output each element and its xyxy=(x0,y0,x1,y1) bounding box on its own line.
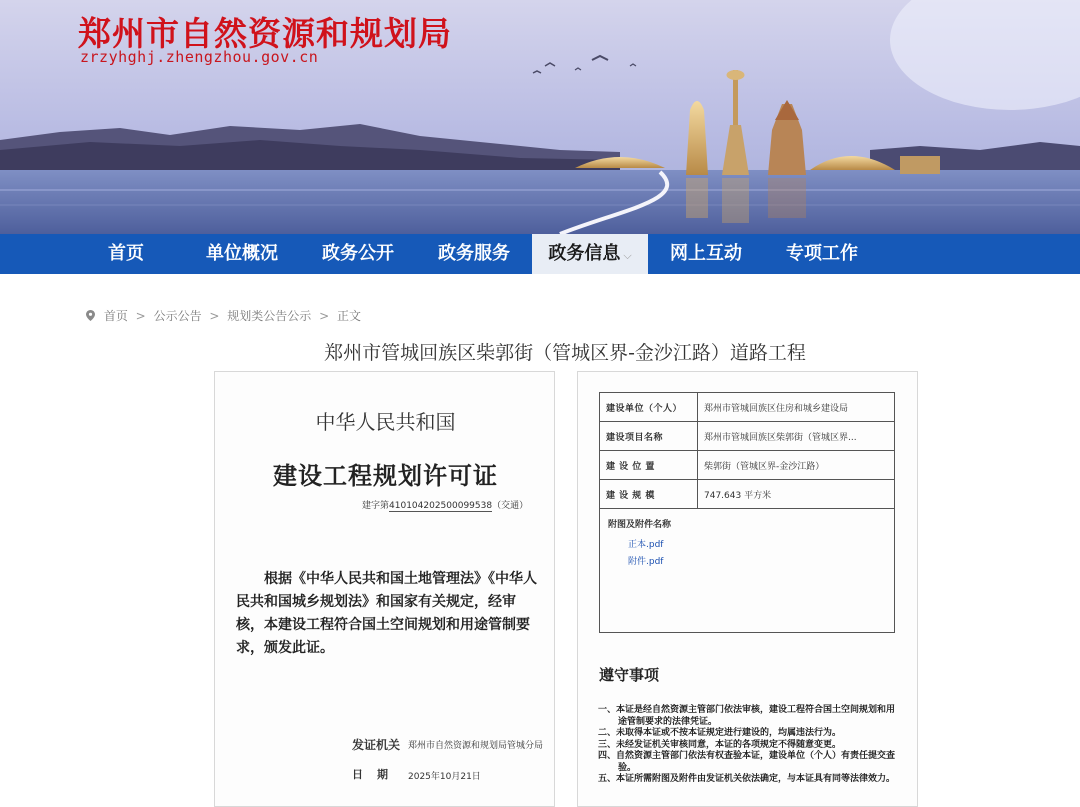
permit-details-image[interactable] xyxy=(577,371,918,807)
breadcrumb xyxy=(86,307,361,324)
site-url: zrzyhghj.zhengzhou.gov.cn xyxy=(80,48,319,66)
row-label: 建 设 规 模 xyxy=(600,480,698,509)
nav-item-home[interactable]: 首页 xyxy=(108,243,144,264)
nav-item-interaction[interactable]: 网上互动 xyxy=(670,243,742,264)
list-item: 二、未取得本证或不按本证规定进行建设的，均属违法行为。 xyxy=(598,728,842,738)
permit-body: 根据《中华人民共和国土地管理法》《中华人民共和国城乡规划法》和国家有关规定，经审核，本建设工程符合国土空间规划和用途管制要求，颁发此证。 xyxy=(236,571,537,656)
breadcrumb-current: 正文 xyxy=(337,309,362,323)
permit-cover-image[interactable] xyxy=(214,371,555,807)
compliance-title: 遵守事项 xyxy=(599,666,660,684)
chevron-down-icon: ⌵ xyxy=(623,249,632,262)
row-label: 建设单位（个人） xyxy=(600,393,698,422)
attachments-title: 附图及附件名称 xyxy=(608,520,672,530)
table-row xyxy=(600,480,895,509)
permit-number: 建字第410104202500099538（交通） xyxy=(362,501,529,511)
row-value: 郑州市管城回族区住房和城乡建设局 xyxy=(698,393,895,422)
issuer-label: 发证机关 xyxy=(352,738,401,752)
permit-country: 中华人民共和国 xyxy=(315,410,456,434)
site-banner xyxy=(0,0,1080,234)
site-title[interactable]: 郑州市自然资源和规划局 xyxy=(78,14,452,53)
nav-item-services[interactable]: 政务服务 xyxy=(438,243,510,264)
breadcrumb-separator: > xyxy=(209,309,220,323)
breadcrumb-separator: > xyxy=(135,309,146,323)
table-row xyxy=(600,393,895,422)
location-pin-icon xyxy=(86,310,95,321)
breadcrumb-separator: > xyxy=(319,309,330,323)
attachment-link-main[interactable]: 正本.pdf xyxy=(628,540,664,550)
main-nav xyxy=(0,234,1080,274)
list-item: 五、本证所需附图及附件由发证机关依法确定，与本证具有同等法律效力。 xyxy=(598,774,896,784)
row-value: 柴郭街（管城区界-金沙江路） xyxy=(698,451,895,480)
list-item: 三、未经发证机关审核同意，本证的各项规定不得随意变更。 xyxy=(598,739,842,750)
issuer-value: 郑州市自然资源和规划局管城分局 xyxy=(408,741,544,751)
nav-item-open-government[interactable]: 政务公开 xyxy=(322,243,394,264)
attachment-link-appendix[interactable]: 附件.pdf xyxy=(628,557,664,567)
row-label: 建 设 位 置 xyxy=(600,451,698,480)
table-row xyxy=(600,422,895,451)
row-label: 建设项目名称 xyxy=(600,422,698,451)
compliance-list xyxy=(598,705,903,786)
nav-item-special-work[interactable]: 专项工作 xyxy=(786,243,858,264)
date-label: 日期 xyxy=(352,768,402,781)
date-value: 2025年10月21日 xyxy=(408,772,481,782)
attachments-box xyxy=(599,509,895,633)
permit-title: 建设工程规划许可证 xyxy=(273,461,498,490)
nav-item-information[interactable]: 政务信息 ⌵ xyxy=(532,234,648,274)
article-title: 郑州市管城回族区柴郭街（管城区界-金沙江路）道路工程 xyxy=(324,342,806,364)
row-value: 郑州市管城回族区柴郭街（管城区界... xyxy=(698,422,895,451)
project-info-table xyxy=(599,392,895,509)
breadcrumb-planning-notices[interactable]: 规划类公告公示 xyxy=(227,309,312,323)
list-item: 四、自然资源主管部门依法有权查验本证，建设单位（个人）有责任提交查验。 xyxy=(598,751,896,773)
list-item: 一、本证是经自然资源主管部门依法审核，建设工程符合国土空间规划和用途管制要求的法律凭证。 xyxy=(598,705,896,727)
breadcrumb-notices[interactable]: 公示公告 xyxy=(153,309,202,323)
row-value: 747.643 平方米 xyxy=(698,480,895,509)
table-row xyxy=(600,451,895,480)
breadcrumb-home[interactable]: 首页 xyxy=(103,309,128,323)
nav-item-about[interactable]: 单位概况 xyxy=(206,243,278,264)
